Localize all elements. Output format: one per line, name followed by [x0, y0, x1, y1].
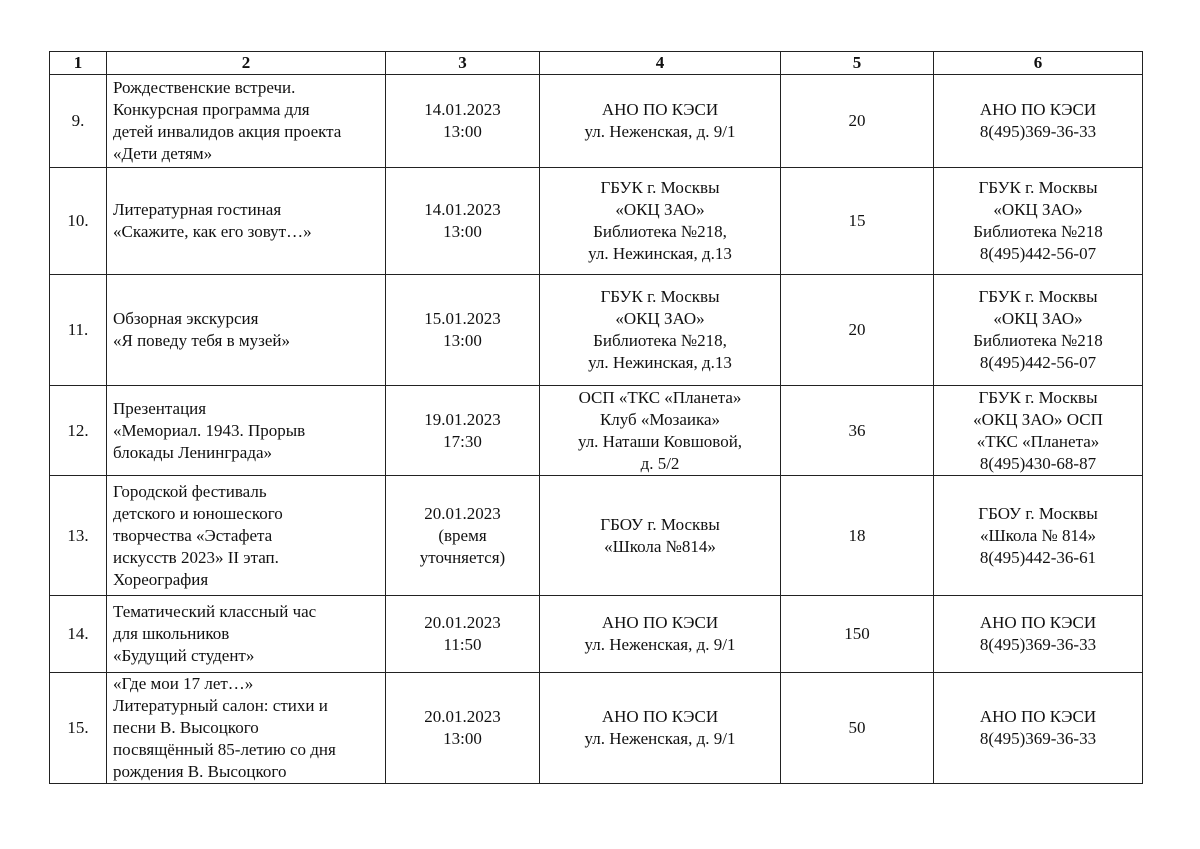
organizer-line: ГБУК г. Москвы: [978, 178, 1098, 197]
datetime-line: 11:50: [443, 635, 482, 654]
event-line: «Мемориал. 1943. Прорыв: [113, 420, 306, 440]
cell-datetime: [386, 168, 540, 275]
event-line: «Дети детям»: [113, 144, 213, 163]
col-header-3: 3: [386, 52, 540, 75]
organizer-line: 8(495)442-56-07: [979, 353, 1097, 372]
table-row: [50, 476, 1143, 596]
event-line: блокады Ленинграда»: [113, 442, 273, 462]
table-row: [50, 75, 1143, 168]
organizer-line: Библиотека №218: [973, 222, 1103, 241]
place-line: «ОКЦ ЗАО»: [615, 309, 705, 328]
cell-count: 18: [781, 476, 934, 596]
event-line: Обзорная экскурсия: [113, 309, 259, 328]
event-line: Хореография: [113, 569, 209, 589]
organizer-line: АНО ПО КЭСИ: [979, 100, 1097, 119]
event-line: «Скажите, как его зовут…»: [113, 222, 312, 241]
organizer-line: ГБУК г. Москвы: [978, 287, 1098, 306]
organizer-line: ГБУК г. Москвы: [978, 387, 1098, 407]
organizer-line: «Школа № 814»: [979, 525, 1097, 545]
cell-event: [107, 476, 386, 596]
datetime-line: 20.01.2023: [424, 707, 501, 726]
datetime-line: 13:00: [443, 222, 482, 241]
datetime-line: 19.01.2023: [424, 409, 501, 429]
organizer-line: 8(495)430-68-87: [979, 453, 1097, 473]
place-line: ГБОУ г. Москвы: [600, 514, 720, 534]
event-line: Презентация: [113, 398, 207, 418]
cell-num: 9.: [50, 75, 107, 168]
cell-event: [107, 168, 386, 275]
datetime-line: уточняется): [419, 547, 506, 567]
place-line: Библиотека №218,: [593, 222, 727, 241]
place-line: ул. Неженская, д. 9/1: [584, 122, 736, 141]
organizer-line: «ОКЦ ЗАО»: [993, 200, 1083, 219]
event-line: «Где мои 17 лет…»: [113, 674, 254, 693]
datetime-line: 13:00: [443, 122, 482, 141]
cell-count: 20: [781, 275, 934, 386]
place-line: «ОКЦ ЗАО»: [615, 200, 705, 219]
event-line: Конкурсная программа для: [113, 100, 310, 119]
cell-event: [107, 275, 386, 386]
event-line: посвящённый 85-летию со дня: [113, 740, 336, 759]
header-row: [50, 52, 1143, 75]
col-header-1: 1: [50, 52, 107, 75]
col-header-4: 4: [540, 52, 781, 75]
cell-num: 14.: [50, 596, 107, 673]
cell-organizer: [934, 168, 1143, 275]
organizer-line: «ТКС «Планета»: [976, 431, 1100, 451]
cell-event: [107, 75, 386, 168]
place-line: ул. Наташи Ковшовой,: [577, 431, 743, 451]
organizer-line: 8(495)442-36-61: [979, 547, 1097, 567]
cell-organizer: [934, 275, 1143, 386]
organizer-line: 8(495)369-36-33: [979, 729, 1097, 748]
cell-place: [540, 75, 781, 168]
place-line: ул. Неженская, д. 9/1: [584, 729, 736, 748]
organizer-line: 8(495)369-36-33: [979, 122, 1097, 141]
organizer-line: 8(495)442-56-07: [979, 244, 1097, 263]
cell-datetime: [386, 673, 540, 784]
event-line: Литературная гостиная: [113, 200, 282, 219]
table-body: [50, 75, 1143, 784]
cell-datetime: [386, 275, 540, 386]
datetime-line: 17:30: [443, 431, 482, 451]
cell-count: 20: [781, 75, 934, 168]
place-line: АНО ПО КЭСИ: [601, 707, 719, 726]
cell-event: [107, 596, 386, 673]
table-row: [50, 386, 1143, 476]
cell-event: [107, 673, 386, 784]
place-line: ул. Нежинская, д.13: [588, 244, 732, 263]
datetime-line: 14.01.2023: [424, 200, 501, 219]
organizer-line: АНО ПО КЭСИ: [979, 707, 1097, 726]
cell-num: 13.: [50, 476, 107, 596]
cell-organizer: [934, 75, 1143, 168]
organizer-line: АНО ПО КЭСИ: [979, 613, 1097, 632]
organizer-line: 8(495)369-36-33: [979, 635, 1097, 654]
cell-num: 11.: [50, 275, 107, 386]
cell-count: 15: [781, 168, 934, 275]
event-line: Тематический классный час: [113, 602, 317, 621]
organizer-line: Библиотека №218: [973, 331, 1103, 350]
event-line: «Будущий студент»: [113, 646, 255, 665]
col-header-2: 2: [107, 52, 386, 75]
place-line: ГБУК г. Москвы: [600, 178, 720, 197]
place-line: ГБУК г. Москвы: [600, 287, 720, 306]
cell-place: [540, 476, 781, 596]
cell-count: 36: [781, 386, 934, 476]
event-line: «Я поведу тебя в музей»: [113, 331, 290, 350]
place-line: Библиотека №218,: [593, 331, 727, 350]
datetime-line: 20.01.2023: [424, 503, 501, 523]
cell-num: 12.: [50, 386, 107, 476]
event-line: детей инвалидов акция проекта: [113, 122, 342, 141]
cell-count: 50: [781, 673, 934, 784]
cell-place: [540, 596, 781, 673]
datetime-line: 14.01.2023: [424, 100, 501, 119]
event-line: Городской фестиваль: [113, 481, 267, 501]
datetime-line: 13:00: [443, 729, 482, 748]
cell-place: [540, 673, 781, 784]
table-row: [50, 168, 1143, 275]
event-line: Рождественские встречи.: [113, 78, 296, 97]
event-line: творчества «Эстафета: [113, 525, 273, 545]
organizer-line: «ОКЦ ЗАО» ОСП: [973, 409, 1103, 429]
cell-num: 10.: [50, 168, 107, 275]
event-line: песни В. Высоцкого: [113, 718, 259, 737]
datetime-line: 15.01.2023: [424, 309, 501, 328]
datetime-line: (время: [438, 525, 487, 545]
event-line: Литературный салон: стихи и: [113, 696, 328, 715]
cell-organizer: [934, 596, 1143, 673]
cell-datetime: [386, 75, 540, 168]
events-table: [49, 51, 1143, 784]
cell-datetime: [386, 596, 540, 673]
col-header-5: 5: [781, 52, 934, 75]
col-header-6: 6: [934, 52, 1143, 75]
table-row: [50, 596, 1143, 673]
organizer-line: «ОКЦ ЗАО»: [993, 309, 1083, 328]
cell-place: [540, 386, 781, 476]
cell-datetime: [386, 476, 540, 596]
event-line: детского и юношеского: [113, 503, 283, 523]
cell-organizer: [934, 386, 1143, 476]
organizer-line: ГБОУ г. Москвы: [978, 503, 1098, 523]
cell-place: [540, 275, 781, 386]
event-line: для школьников: [113, 624, 230, 643]
cell-num: 15.: [50, 673, 107, 784]
place-line: д. 5/2: [640, 453, 680, 473]
datetime-line: 20.01.2023: [424, 613, 501, 632]
place-line: ОСП «ТКС «Планета»: [578, 387, 742, 407]
event-line: искусств 2023» II этап.: [113, 547, 279, 567]
cell-event: [107, 386, 386, 476]
place-line: «Школа №814»: [604, 536, 716, 556]
place-line: АНО ПО КЭСИ: [601, 613, 719, 632]
cell-place: [540, 168, 781, 275]
cell-organizer: [934, 476, 1143, 596]
place-line: АНО ПО КЭСИ: [601, 100, 719, 119]
table-row: [50, 673, 1143, 784]
place-line: ул. Неженская, д. 9/1: [584, 635, 736, 654]
datetime-line: 13:00: [443, 331, 482, 350]
place-line: Клуб «Мозаика»: [599, 409, 721, 429]
event-line: рождения В. Высоцкого: [113, 762, 287, 781]
table-row: [50, 275, 1143, 386]
cell-organizer: [934, 673, 1143, 784]
cell-count: 150: [781, 596, 934, 673]
cell-datetime: [386, 386, 540, 476]
place-line: ул. Нежинская, д.13: [588, 353, 732, 372]
